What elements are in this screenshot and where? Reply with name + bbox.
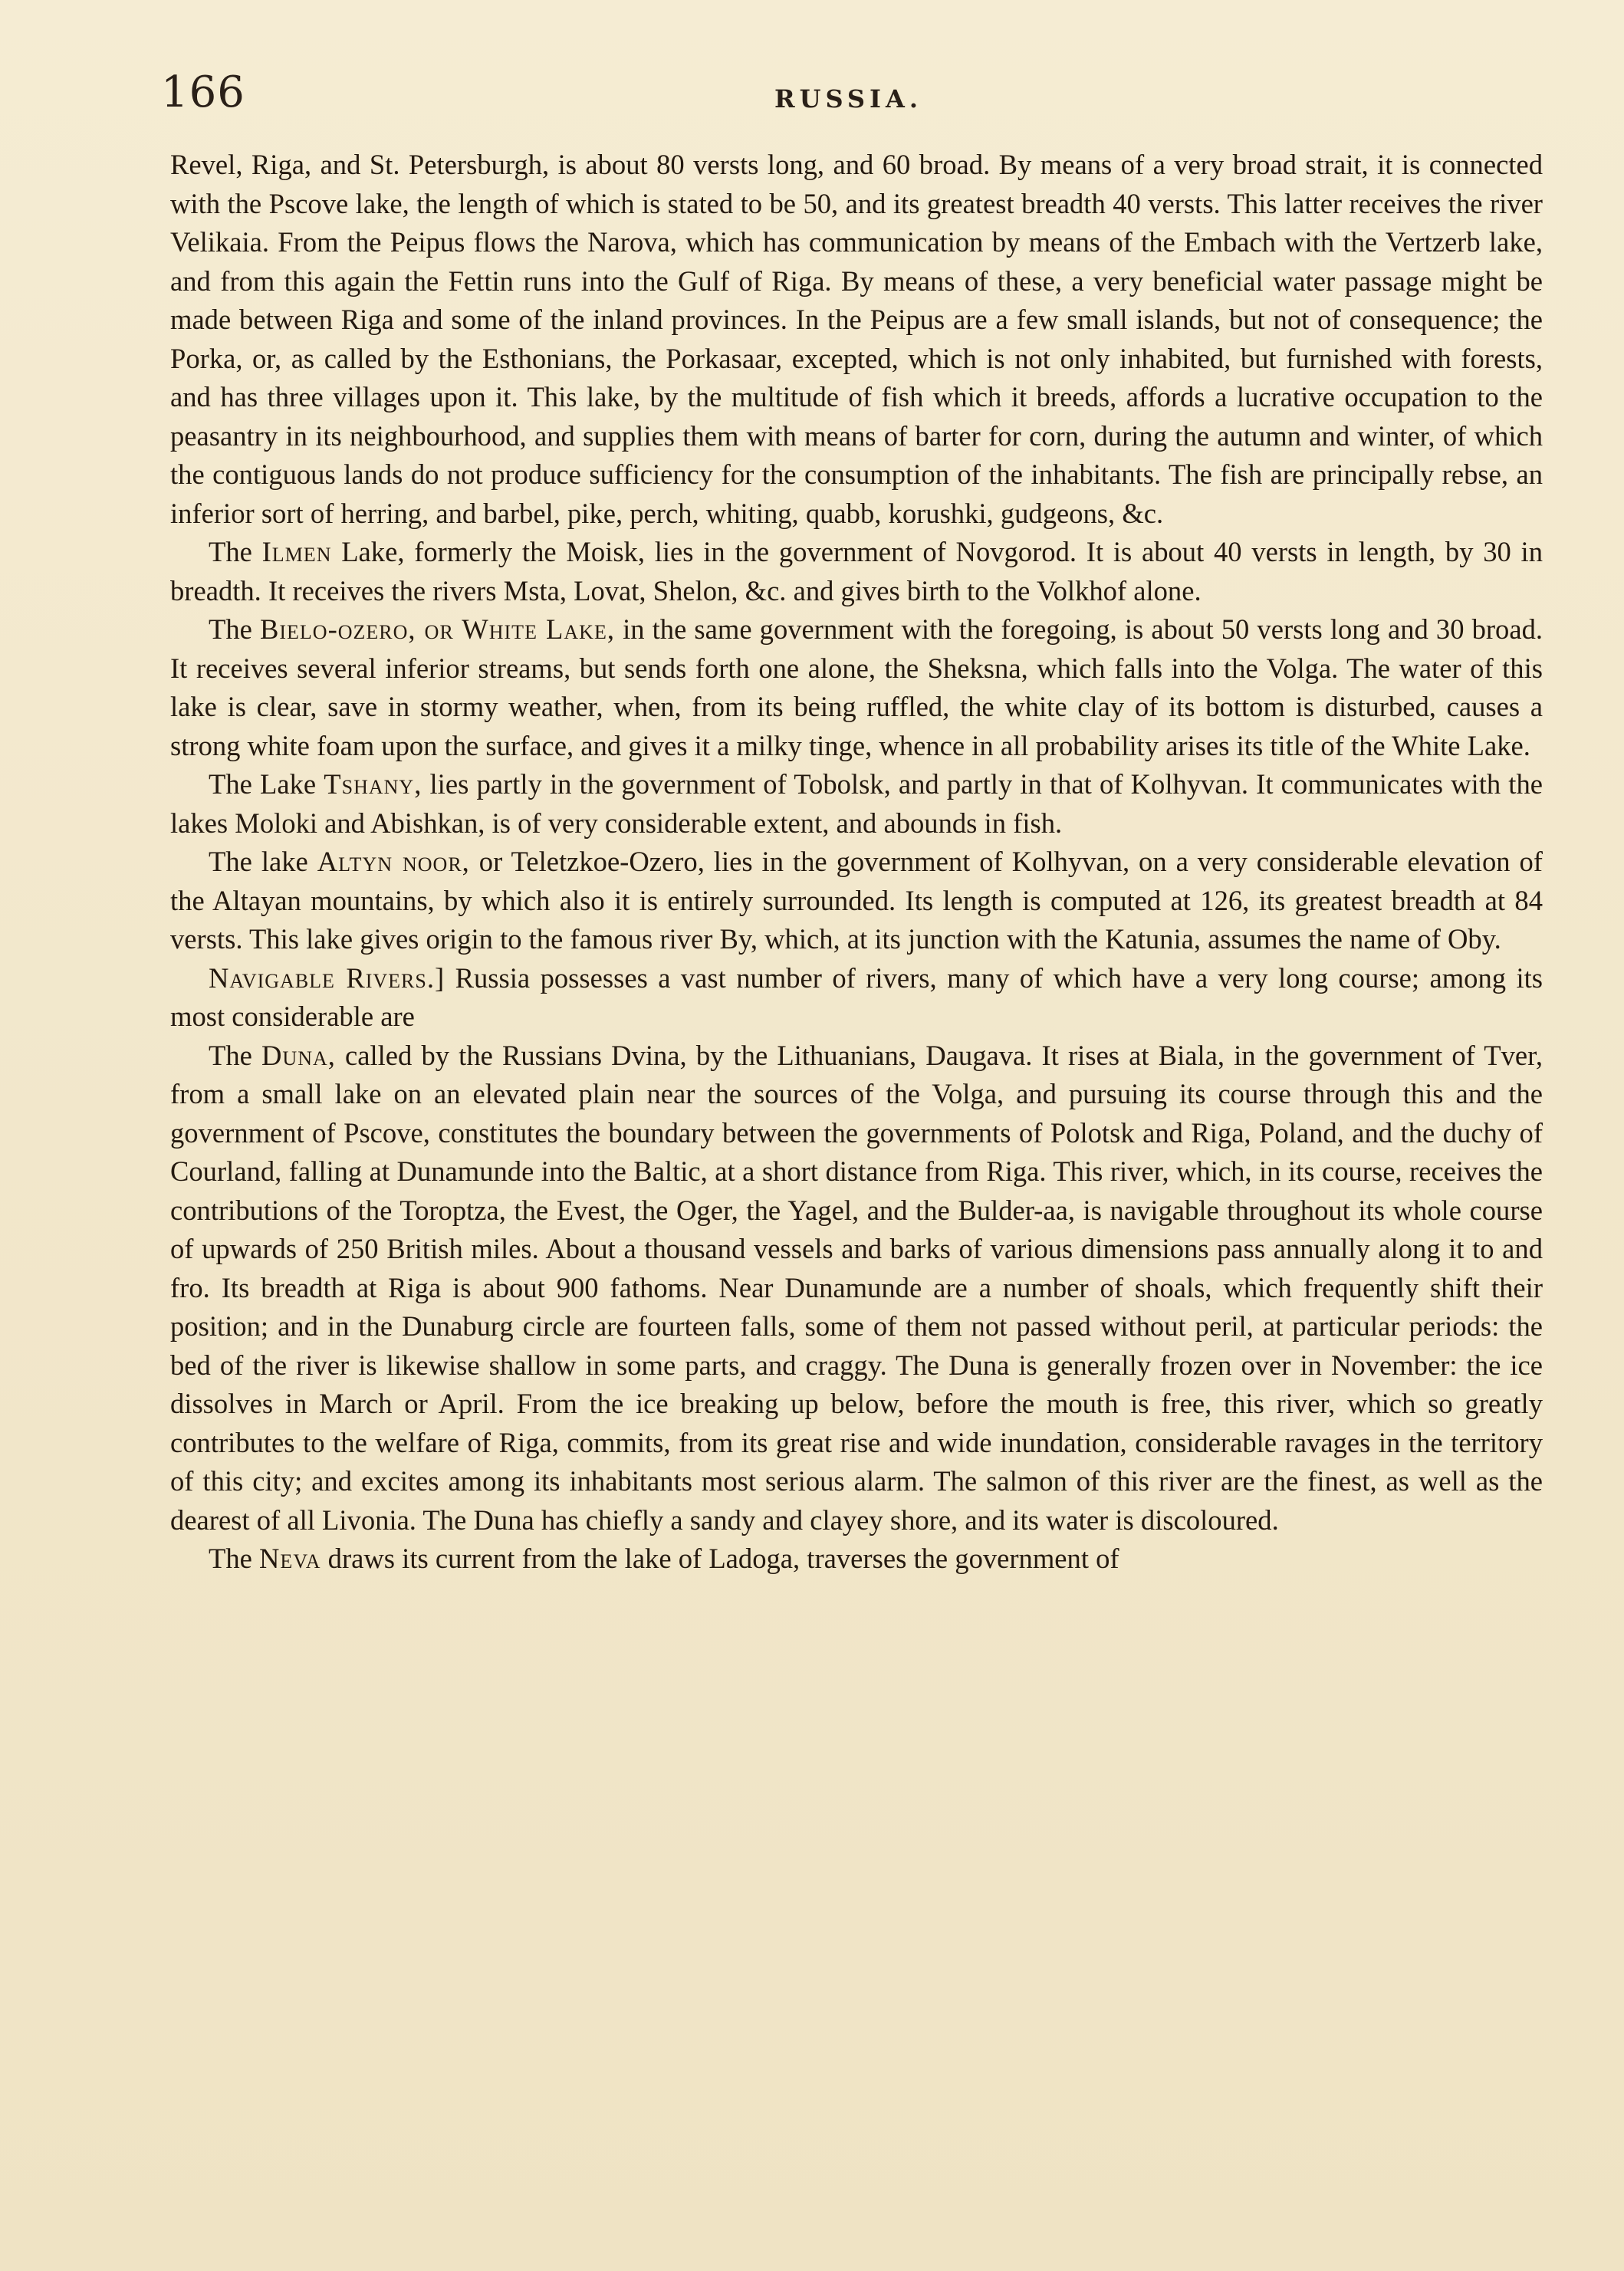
paragraph-duna bbox=[170, 1037, 1543, 1540]
paragraph-heading: Neva bbox=[259, 1543, 321, 1574]
paragraph-lake-tshany bbox=[170, 765, 1543, 843]
paragraph-text: called by the Russians Dvina, by the Lithuanians, Daugava. It rises at Biala, in the government of Tver, from a small lake on an elevated plain near the sources of the Volga, and pursuing its course through this and the government of Pscove, constitutes the boundary between the governments of Polotsk and Riga, Poland, and the duchy of Courland, falling at Dunamunde into the Baltic, at a short distance from Riga. This river, which, in its course, receives the contributions of the Toroptza, the Evest, the Oger, the Yagel, and the Bulder-aa, is navigable throughout its whole course of upwards of 250 British miles. About a thousand vessels and barks of various dimensions pass annually along it to and fro. Its breadth at Riga is about 900 fathoms. Near Dunamunde are a number of shoals, which frequently shift their position; and in the Dunaburg circle are fourteen falls, some of them not passed without peril, at particular periods: the bed of the river is likewise shallow in some parts, and craggy. The Duna is generally frozen over in November: the ice dissolves in March or April. From the ice breaking up below, before the mouth is free, this river, which so greatly contributes to the welfare of Riga, commits, from its great rise and wide inundation, considerable ravages in the territory of this city; and excites among its inhabitants most serious alarm. The salmon of this river are the finest, as well as the dearest of all Livonia. The Duna has chiefly a sandy and clayey shore, and its water is discoloured. bbox=[170, 1039, 1543, 1536]
paragraph-text: Russia possesses a vast number of rivers, many of which have a very long course; among its most considerable are bbox=[170, 961, 1543, 1032]
paragraph-lead: The bbox=[209, 536, 262, 567]
paragraph-text: in the same government with the foregoing, is about 50 versts long and 30 broad. It receives several inferior streams, but sends forth one alone, the Sheksna, which falls into the Volga. The water of this lake is clear, save in stormy weather, when, from its being ruffled, the white clay of its bottom is disturbed, causes a strong white foam upon the surface, and gives it a milky tinge, whence in all probability arises its title of the White Lake. bbox=[170, 613, 1543, 761]
paragraph-lead: The bbox=[209, 1039, 261, 1071]
paragraph-ilmen-lake bbox=[170, 533, 1543, 610]
paragraph-lead: The Lake bbox=[209, 768, 324, 800]
paragraph-navigable-rivers bbox=[170, 959, 1543, 1037]
page-header bbox=[161, 67, 1541, 121]
paragraph-peipus-continued bbox=[170, 146, 1543, 533]
page-number: 166 bbox=[161, 67, 245, 117]
paragraph-lead: The bbox=[209, 1543, 260, 1574]
paragraph-heading: Duna, bbox=[261, 1039, 336, 1071]
paragraph-heading: Ilmen bbox=[261, 536, 332, 567]
paragraph-heading: Altyn noor, bbox=[317, 846, 470, 877]
section-heading: Navigable Rivers.] bbox=[209, 961, 445, 994]
paragraph-text: Lake, formerly the Moisk, lies in the government of Novgorod. It is about 40 versts in length, by 30 in breadth. It receives the rivers Msta, Lovat, Shelon, &c. and gives birth to the Volkhof alone. bbox=[170, 536, 1543, 606]
running-head: RUSSIA. bbox=[774, 84, 922, 113]
paragraph-heading: Tshany, bbox=[324, 768, 422, 800]
paragraph-text: Revel, Riga, and St. Petersburgh, is about 80 versts long, and 60 broad. By means of a very broad strait, it is connected with the Pscove lake, the length of which is stated to be 50, and its greatest breadth 40 versts. This latter receives the river Velikaia. From the Peipus flows the Narova, which has communication by means of the Embach with the Vertzerb lake, and from this again the Fettin runs into the Gulf of Riga. By means of these, a very beneficial water passage might be made between Riga and some of the inland provinces. In the Peipus are a few small islands, but not of consequence; the Porka, or, as called by the Esthonians, the Porkasaar, excepted, which is not only inhabited, but furnished with forests, and has three villages upon it. This lake, by the multitude of fish which it breeds, affords a lucrative occupation to the peasantry in its neighbourhood, and supplies them with means of barter for corn, during the autumn and winter, of which the contiguous lands do not produce sufficiency for the consumption of the inhabitants. The fish are principally rebse, an inferior sort of herring, and barbel, pike, perch, whiting, quabb, korushki, gudgeons, &c. bbox=[170, 149, 1543, 529]
paragraph-heading: Bielo-ozero, or White Lake, bbox=[259, 613, 615, 645]
paragraph-white-lake bbox=[170, 610, 1543, 765]
paragraph-lead: The lake bbox=[209, 846, 317, 877]
paragraph-text: draws its current from the lake of Ladoga, traverses the government of bbox=[321, 1543, 1119, 1574]
paragraph-text: or Teletzkoe-Ozero, lies in the government of Kolhyvan, on a very considerable elevation of the Altayan mountains, by which also it is entirely surrounded. Its length is computed at 126, its greatest breadth at 84 versts. This lake gives origin to the famous river By, which, at its junction with the Katunia, assumes the name of Oby. bbox=[170, 846, 1543, 955]
paragraph-altyn-noor bbox=[170, 843, 1543, 959]
paragraph-text: lies partly in the government of Tobolsk, and partly in that of Kolhyvan. It communicates with the lakes Moloki and Abishkan, is of very considerable extent, and abounds in fish. bbox=[170, 768, 1543, 839]
body-text bbox=[170, 146, 1543, 1579]
paragraph-neva bbox=[170, 1540, 1543, 1579]
paragraph-lead: The bbox=[209, 613, 260, 645]
